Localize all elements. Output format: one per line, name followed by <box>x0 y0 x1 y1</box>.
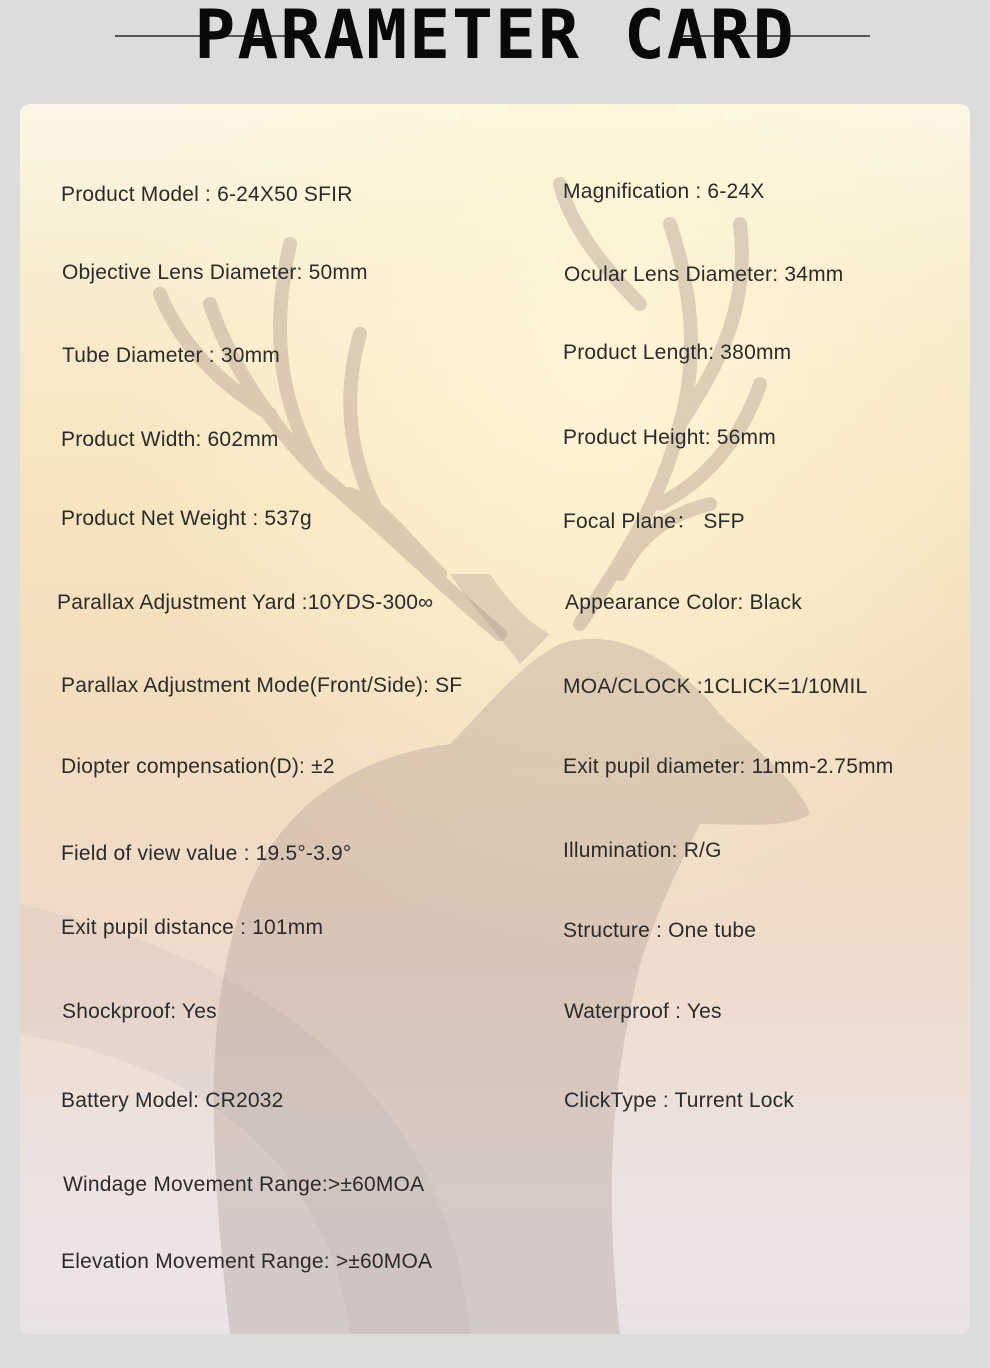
spec-exit-pupil-distance: Exit pupil distance : 101mm <box>61 916 324 939</box>
page-title: PARAMETER CARD <box>194 0 796 75</box>
spec-waterproof: Waterproof : Yes <box>564 1000 722 1023</box>
spec-product-width: Product Width: 602mm <box>61 428 279 451</box>
spec-moa-clock: MOA/CLOCK :1CLICK=1/10MIL <box>563 675 868 698</box>
spec-field-of-view: Field of view value : 19.5°-3.9° <box>61 842 352 865</box>
page-header <box>0 0 990 100</box>
spec-structure: Structure : One tube <box>563 919 757 942</box>
spec-appearance-color: Appearance Color: Black <box>565 591 802 614</box>
spec-illumination: Illumination: R/G <box>563 839 722 862</box>
spec-tube-diameter: Tube Diameter : 30mm <box>62 344 280 367</box>
spec-product-height: Product Height: 56mm <box>563 426 776 449</box>
deer-background-image <box>20 104 970 1334</box>
spec-parallax-yard: Parallax Adjustment Yard :10YDS-300∞ <box>57 591 434 614</box>
spec-shockproof: Shockproof: Yes <box>62 1000 217 1023</box>
spec-elevation-range: Elevation Movement Range: >±60MOA <box>61 1250 433 1273</box>
parameter-card <box>20 104 970 1334</box>
spec-ocular-lens-diameter: Ocular Lens Diameter: 34mm <box>564 263 844 286</box>
spec-windage-range: Windage Movement Range:>±60MOA <box>63 1173 425 1196</box>
spec-diopter-compensation: Diopter compensation(D): ±2 <box>61 755 335 778</box>
spec-product-model: Product Model : 6-24X50 SFIR <box>61 183 353 206</box>
spec-parallax-mode: Parallax Adjustment Mode(Front/Side): SF <box>61 674 463 697</box>
spec-magnification: Magnification : 6-24X <box>563 180 765 203</box>
spec-click-type: ClickType : Turrent Lock <box>564 1089 795 1112</box>
spec-battery-model: Battery Model: CR2032 <box>61 1089 284 1112</box>
spec-net-weight: Product Net Weight : 537g <box>61 507 312 530</box>
spec-focal-plane: Focal Plane： SFP <box>563 510 745 533</box>
spec-objective-lens-diameter: Objective Lens Diameter: 50mm <box>62 261 368 284</box>
spec-product-length: Product Length: 380mm <box>563 341 792 364</box>
spec-exit-pupil-diameter: Exit pupil diameter: 11mm-2.75mm <box>563 755 894 778</box>
